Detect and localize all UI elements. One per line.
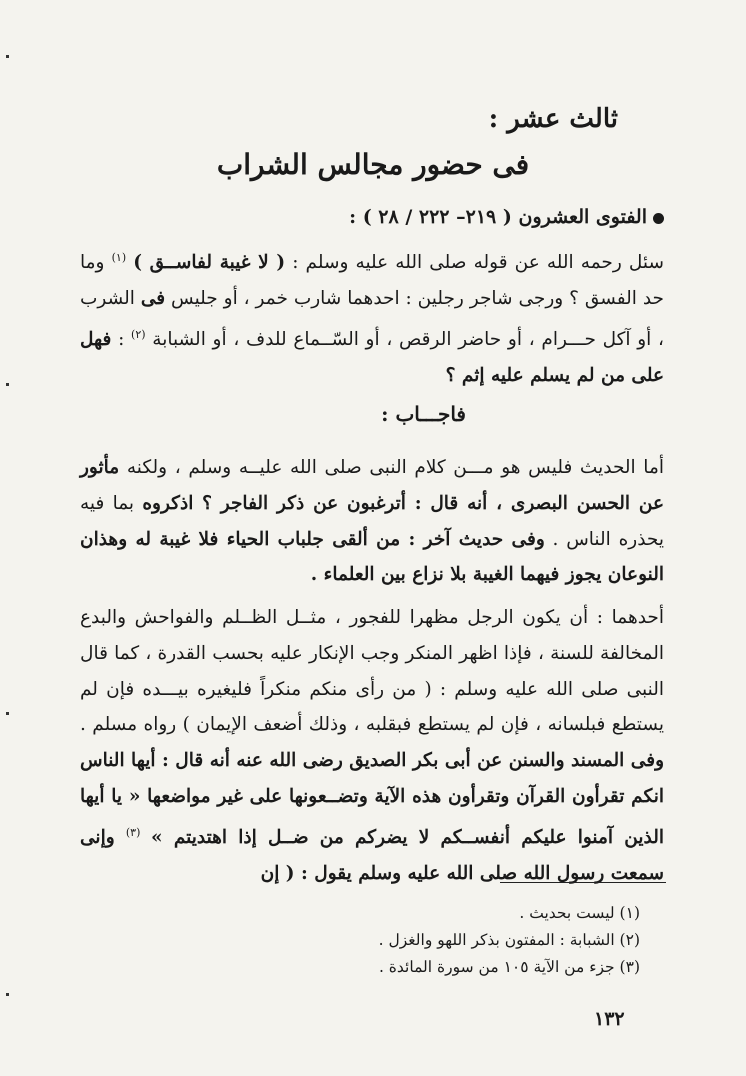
footnote-ref-1: (١) <box>111 251 127 264</box>
scan-speck <box>6 712 9 715</box>
answer2-text-a: أحدهما : أن يكون الرجل مظهرا للفجور ، مثــل الظــلم والفواحش والبدع المخالفة للسنة ، فإذا اظهر المنكر وجب الإنكار عليه بحسب القدرة ، كما قال النبى صلى الله عليه وسلم : ( من رأى منكم منكراً فليغيره بيـــده فإن لم يستطع فبلسانه ، فإن لم يستطع فبقلبه ، وذلك أضعف الإيمان ) رواه مسلم . <box>80 607 664 736</box>
fatwa-reference-text: الفتوى العشرون ( ٢١٩– ٢٢٢ / ٢٨ ) : <box>349 206 647 228</box>
answer2-text-b: وفى المسند والسنن عن أبى بكر الصديق رضى الله عنه أنه قال : أيها الناس انكم تقرأون القرآن وتقرأون هذه الآية وتضــعونها على غير مواضعها « يا أيها الذين آمنوا عليكم أنفســكم لا يضركم من ضــل إذا اهتديتم » <box>80 750 664 848</box>
question-text-1: سئل رحمه الله عن قوله صلى الله عليه وسلم : <box>285 252 664 274</box>
section-heading: ثالث عشر : <box>488 104 618 134</box>
question-bold-1: فى <box>140 287 166 309</box>
footnote-3: (٣) جزء من الآية ١٠٥ من سورة المائدة . <box>378 958 640 976</box>
answer-label: فاجـــاب : <box>381 402 466 426</box>
question-paragraph <box>80 240 664 394</box>
question-bold-2: فهل على من لم يسلم عليه إثم ؟ <box>80 328 664 386</box>
footnote-ref-2: (٢) <box>131 327 146 341</box>
answer1-text-d: وفى حديث آخر : من ألقى جلباب الحياء فلا غيبة له وهذان النوعان يجوز فيهما الغيبة بلا نزاع بين العلماء . <box>80 528 664 586</box>
footnote-divider <box>500 882 666 883</box>
footnote-1: (١) ليست بحديث . <box>519 904 640 922</box>
answer2-text-c: وإنى سمعت رسول الله صلى الله عليه وسلم يقول : ( إن <box>80 826 664 884</box>
bullet-icon <box>653 213 664 224</box>
question-text-2: وما حد الفسق ؟ ورجى شاجر رجلين : احدهما شارب خمر ، أو جليس <box>80 252 664 309</box>
chapter-title: فى حضور مجالس الشراب <box>216 148 530 181</box>
footnote-ref-3: (٣) <box>125 825 141 839</box>
footnotes <box>379 900 640 981</box>
page-number: ١٣٢ <box>594 1008 625 1030</box>
scan-speck <box>6 383 9 386</box>
footnote-2: (٢) الشبابة : المفتون بذكر اللهو والغزل . <box>378 931 640 949</box>
scan-speck <box>6 993 9 996</box>
question-quote: ( لا غيبة لفاســق ) <box>133 252 286 274</box>
answer1-text-b: مأثور عن الحسن البصرى ، أنه قال : أترغبون عن ذكر الفاجر ؟ اذكروه <box>80 457 664 514</box>
answer1-text-a: أما الحديث فليس هو مـــن كلام النبى صلى الله عليــه وسلم ، ولكنه <box>119 457 664 478</box>
answer-paragraph-1 <box>80 450 664 593</box>
answer1-text-c: بما فيه يحذره الناس . <box>80 492 665 550</box>
fatwa-reference <box>349 206 664 228</box>
answer-paragraph-2 <box>80 600 664 892</box>
question-text-3: الشرب ، أو آكل حـــرام ، أو حاضر الرقص ، أو السّــماع للدف ، أو الشبابة <box>80 287 665 350</box>
scan-speck <box>6 55 9 58</box>
question-text-4: : <box>111 328 132 350</box>
